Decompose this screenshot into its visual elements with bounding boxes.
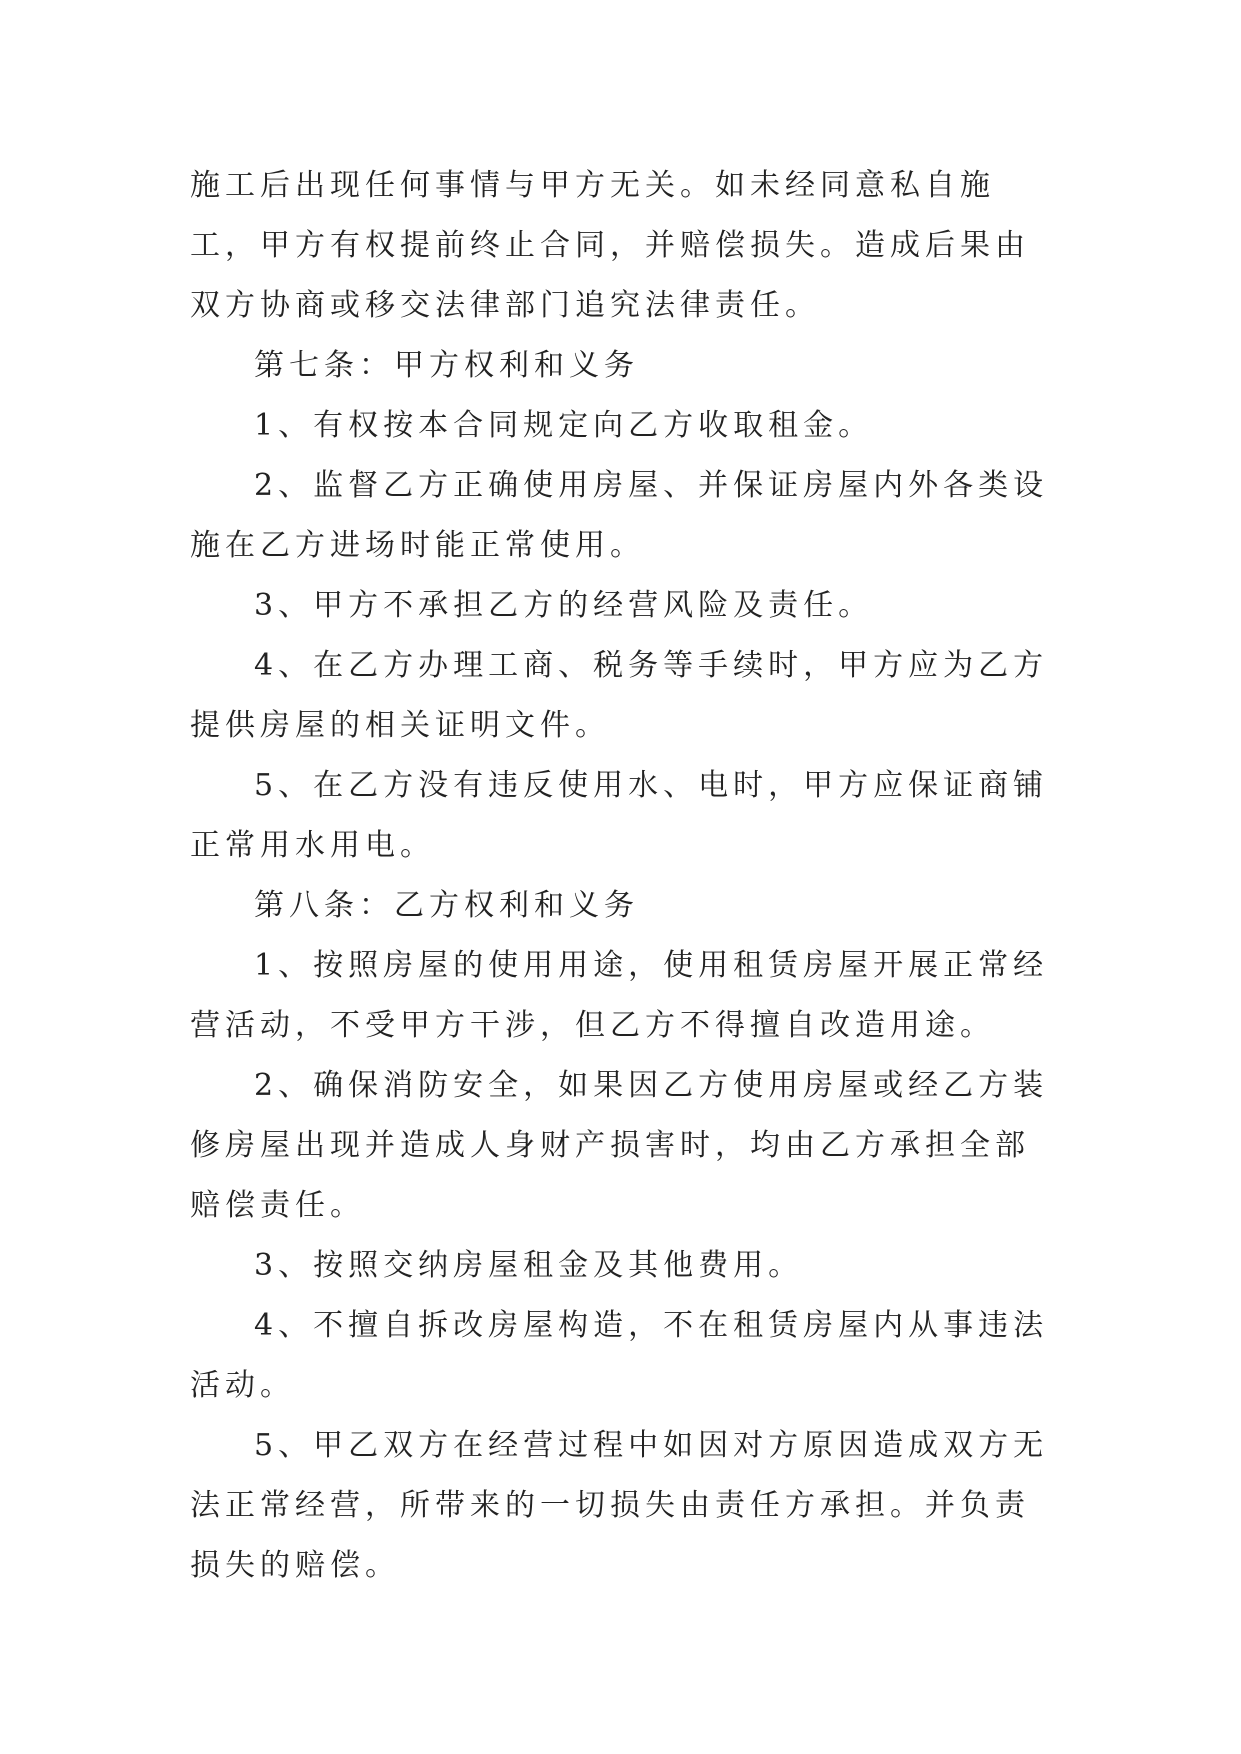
article-7-item-1: 1、有权按本合同规定向乙方收取租金。 [254,408,874,443]
paragraph-continuation: 施工后出现任何事情与甲方无关。如未经同意私自施工，甲方有权提前终止合同，并赔偿损失。造成后果由双方协商或移交法律部门追究法律责任。 [190,168,1030,323]
article-7-heading: 第七条：甲方权利和义务 [254,348,639,383]
article-8-item-1: 1、按照房屋的使用用途，使用租赁房屋开展正常经营活动，不受甲方干涉，但乙方不得擅自改造用途。 [190,948,1049,1043]
article-8-item-4: 4、不擅自拆改房屋构造，不在租赁房屋内从事违法活动。 [190,1308,1049,1403]
article-8-heading: 第八条：乙方权利和义务 [254,888,639,923]
article-8-item-5: 5、甲乙双方在经营过程中如因对方原因造成双方无法正常经营，所带来的一切损失由责任方承担。并负责损失的赔偿。 [190,1428,1049,1583]
article-7-item-2: 2、监督乙方正确使用房屋、并保证房屋内外各类设施在乙方进场时能正常使用。 [190,468,1049,563]
article-7-item-3: 3、甲方不承担乙方的经营风险及责任。 [254,588,874,623]
article-7-item-5: 5、在乙方没有违反使用水、电时，甲方应保证商铺正常用水用电。 [190,768,1049,863]
article-8-item-3: 3、按照交纳房屋租金及其他费用。 [254,1248,804,1283]
article-7-item-4: 4、在乙方办理工商、税务等手续时，甲方应为乙方提供房屋的相关证明文件。 [190,648,1049,743]
article-8-item-2: 2、确保消防安全，如果因乙方使用房屋或经乙方装修房屋出现并造成人身财产损害时，均由乙方承担全部赔偿责任。 [190,1068,1049,1223]
document-page [190,156,1052,1596]
